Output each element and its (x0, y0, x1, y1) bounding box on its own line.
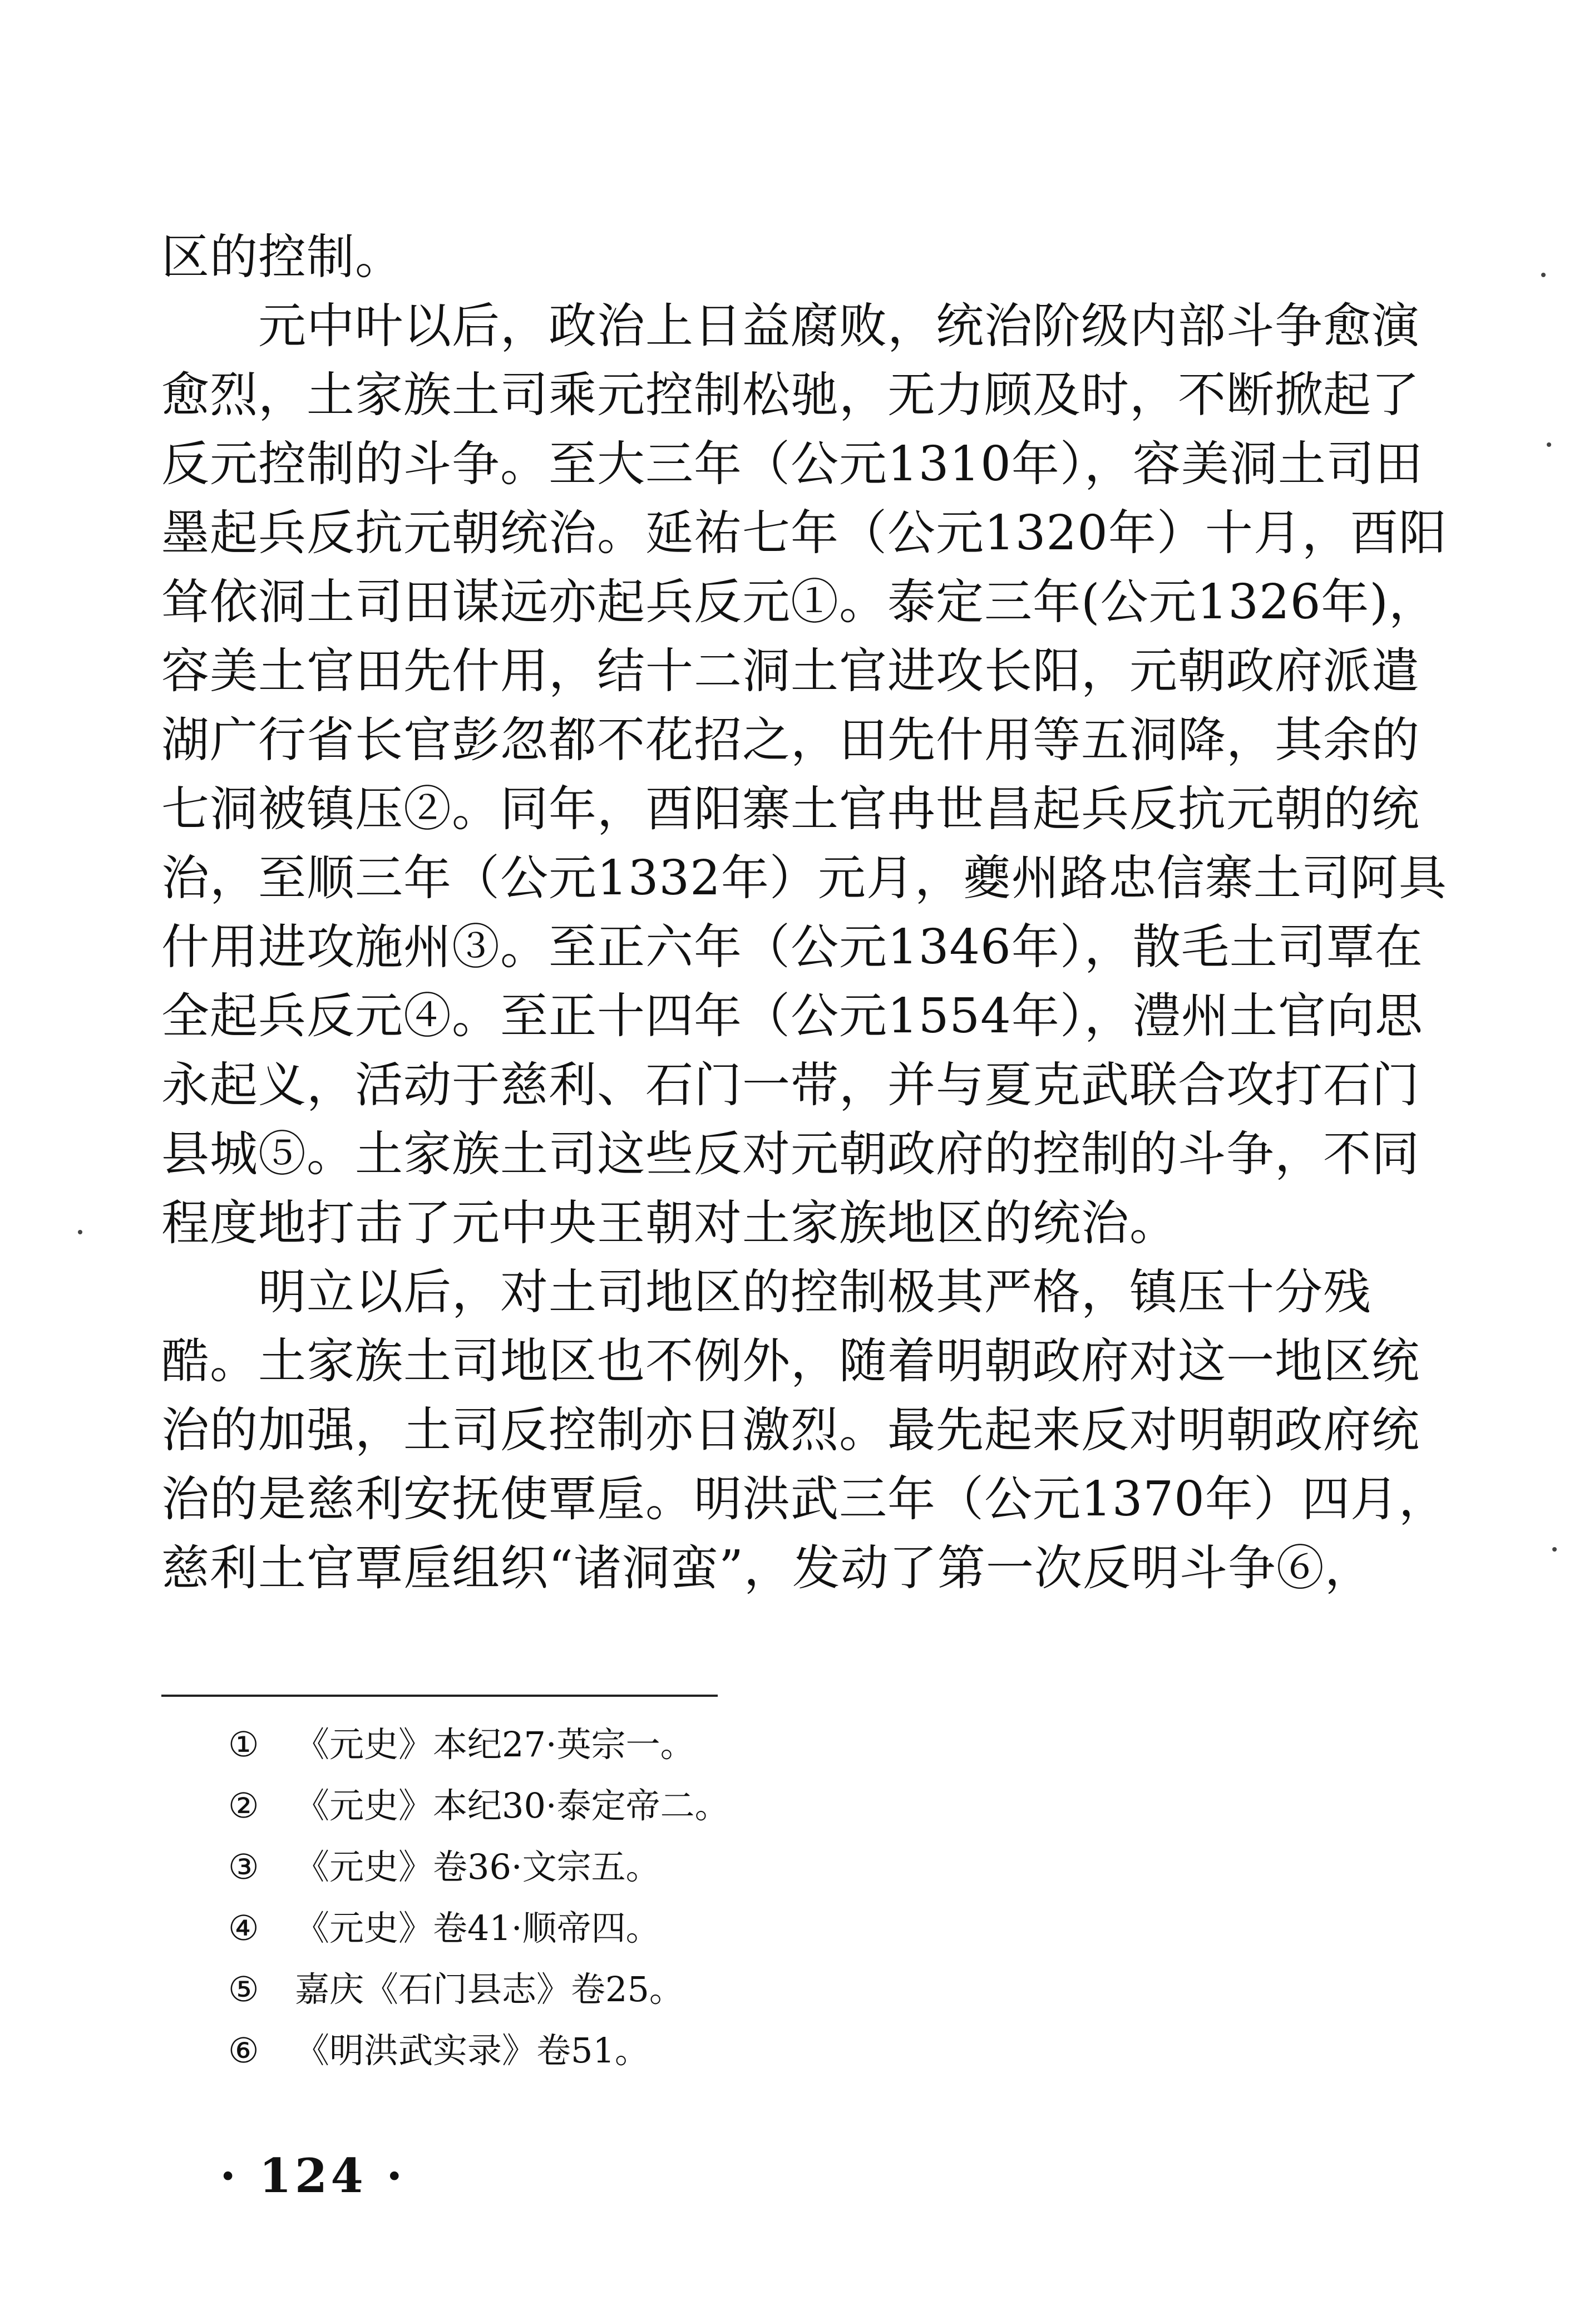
text-line: 容美土官田先什用，结十二洞土官进攻长阳，元朝政府派遣 (161, 643, 1420, 699)
footnote-item (228, 1836, 1118, 1898)
text-line: 慈利土官覃垕组织“诸洞蛮”，发动了第一次反明斗争⑥， (161, 1540, 1373, 1596)
footnote-item (228, 1714, 1118, 1775)
text-line: 七洞被镇压②。同年，酉阳寨土官冉世昌起兵反抗元朝的统 (161, 781, 1420, 837)
text-line: 程度地打击了元中央王朝对土家族地区的统治。 (161, 1195, 1178, 1251)
body-text (161, 223, 1447, 1603)
footnote-mark: ④ (228, 1908, 259, 1948)
footnote-divider (161, 1695, 718, 1697)
footnote-item (228, 2020, 1118, 2081)
text-line: 治的加强，土司反控制亦日激烈。最先起来反对明朝政府统 (161, 1402, 1420, 1458)
footnote-text: 嘉庆《石门县志》卷25。 (295, 1969, 684, 2010)
footnote-item (228, 1775, 1118, 1836)
text-line: 治，至顺三年（公元1332年）元月，夔州路忠信寨土司阿具 (161, 850, 1447, 906)
text-line: 区的控制。 (161, 229, 403, 285)
footnote-text: 《元史》卷36·文宗五。 (295, 1847, 660, 1887)
footnote-mark: ⑤ (228, 1969, 259, 2010)
text-line: 永起义，活动于慈利、石门一带，并与夏克武联合攻打石门 (161, 1057, 1420, 1113)
footnote-mark: ③ (228, 1847, 259, 1887)
footnote-mark: ① (228, 1724, 259, 1765)
footnote-mark: ② (228, 1785, 259, 1826)
text-line: 愈烈，土家族土司乘元控制松驰，无力顾及时，不断掀起了 (161, 367, 1420, 423)
scan-speck (1547, 442, 1551, 447)
footnote-text: 《元史》本纪30·泰定帝二。 (295, 1785, 729, 1826)
text-line: 元中叶以后，政治上日益腐败，统治阶级内部斗争愈演 (161, 298, 1420, 354)
scan-speck (1541, 273, 1546, 277)
footnote-item (228, 1898, 1118, 1959)
text-line: 治的是慈利安抚使覃垕。明洪武三年（公元1370年）四月， (161, 1471, 1447, 1527)
footnote-text: 《元史》卷41·顺帝四。 (295, 1908, 660, 1948)
footnote-mark: ⑥ (228, 2030, 259, 2071)
text-line: 湖广行省长官彭忽都不花招之，田先什用等五洞降，其余的 (161, 712, 1420, 768)
scan-speck (78, 1230, 82, 1234)
footnote-item (228, 1959, 1118, 2020)
text-line: 耸依洞土司田谋远亦起兵反元①。泰定三年(公元1326年)， (161, 574, 1437, 630)
footnote-text: 《明洪武实录》卷51。 (295, 2030, 649, 2071)
footnote-text: 《元史》本纪27·英宗一。 (295, 1724, 695, 1765)
text-line: 明立以后，对土司地区的控制极其严格，镇压十分残 (161, 1264, 1371, 1320)
footnotes (228, 1714, 1118, 2081)
text-line: 墨起兵反抗元朝统治。延祐七年（公元1320年）十月，酉阳 (161, 505, 1447, 561)
text-line: 县城⑤。土家族土司这些反对元朝政府的控制的斗争，不同 (161, 1126, 1420, 1182)
text-line: 反元控制的斗争。至大三年（公元1310年），容美洞土司田 (161, 436, 1423, 492)
text-line: 什用进攻施州③。至正六年（公元1346年），散毛土司覃在 (161, 919, 1423, 975)
text-line: 全起兵反元④。至正十四年（公元1554年），澧州土官向思 (161, 988, 1423, 1044)
page-number: · 124 · (220, 2148, 406, 2203)
scan-speck (1552, 1547, 1557, 1552)
text-line: 酷。土家族土司地区也不例外，随着明朝政府对这一地区统 (161, 1333, 1420, 1389)
